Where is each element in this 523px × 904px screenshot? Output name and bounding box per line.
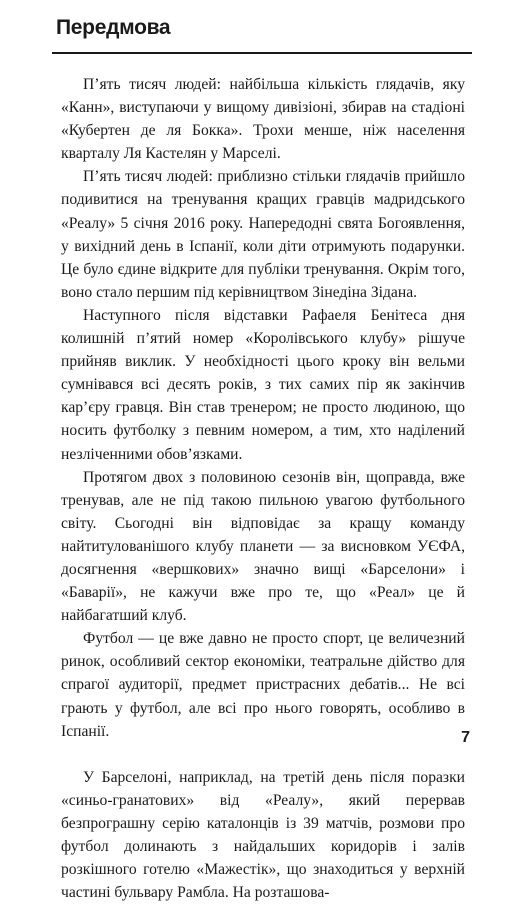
paragraph: П’ять тисяч людей: приблизно стільки глядачів прийшло подивитися на тренування кращих гравців мадридського «Реалу» 5 січня 2016 року. Напередодні свята Богоявлення, у вихідний день в Іспанії, коли діти отримують подарунки. Це було єдине відкрите для публіки тренування. Окрім того, воно стало першим під керівництвом Зінедіна Зідана. xyxy=(61,168,465,301)
body-text xyxy=(61,73,465,904)
paragraph: Футбол — це вже давно не просто спорт, це величезний ринок, особливий сектор економіки, театральне дійство для спрагої аудиторії, предмет пристрасних дебатів... Не всі грають у футбол, але всі про нього говорять, особливо в Іспанії. xyxy=(61,630,465,740)
paragraph: У Барселоні, наприклад, на третій день після поразки «синьо-гранатових» від «Реалу», який перервав безпрограшну серію каталонців із 39 матчів, розмови про футбол долинають з найдальших коридорів і залів розкішного готелю «Мажестік», що знаходиться у верхній частині бульвару Рамбла. На розташова- xyxy=(61,768,465,902)
page-number: 7 xyxy=(461,729,470,746)
chapter-title: Передмова xyxy=(56,16,171,39)
section-gap xyxy=(61,743,465,766)
paragraph: П’ять тисяч людей: найбільша кількість глядачів, яку «Канн», виступаючи у вищому дивізіоні, збирав на стадіоні «Кубертен де ля Бокка». Трохи менше, ніж населення кварталу Ля Кастелян у Марселі. xyxy=(61,76,465,163)
paragraph: Протягом двох з половиною сезонів він, щоправда, вже тренував, але не під такою пильною увагою футбольного світу. Сьогодні він відповідає за кращу команду найтитулованішого клубу планети — за висновком УЄФА, досягнення «вершкових» значно вищі «Барселони» і «Баварії», не кажучи вже про те, що «Реал» це й найбагатший клуб. xyxy=(61,468,465,625)
paragraph: Наступного після відставки Рафаеля Бенітеса дня колишній п’ятий номер «Королівського клубу» рішуче прийняв виклик. У необхідності цього кроку він вельми сумнівався всі десять років, з тих самих пір як закінчив кар’єру гравця. Він став тренером; не просто людиною, що носить футболку з певним номером, а тим, хто наділений незліченними обов’язками. xyxy=(61,306,465,463)
chapter-header xyxy=(52,14,472,54)
